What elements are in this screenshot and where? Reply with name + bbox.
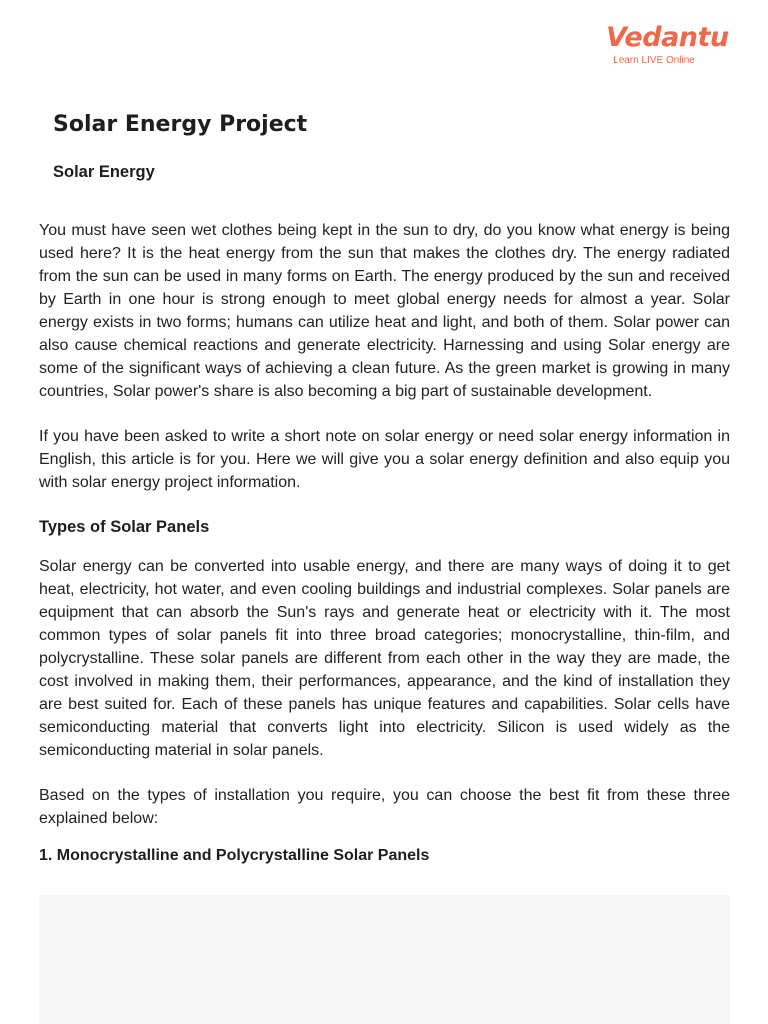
intro-paragraph: You must have seen wet clothes being kept in the sun to dry, do you know what energy is being used here? It is the heat energy from the sun that makes the clothes dry. The energy radiated from the sun can be used in many forms on Earth. The energy produced by the sun and received by Earth in one hour is strong enough to meet global energy needs for almost a year. Solar energy exists in two forms; humans can utilize heat and light, and both of them. Solar power can also cause chemical reactions and generate electricity. Harnessing and using Solar energy are some of the significant ways of achieving a clean future. As the green market is growing in many countries, Solar power's share is also becoming a big part of sustainable development. [39,222,730,400]
panel-image-area [39,895,730,1024]
article-body [39,219,730,867]
purpose-paragraph: If you have been asked to write a short note on solar energy or need solar energy information in English, this article is for you. Here we will give you a solar energy definition and also equip you with solar energy project information. [39,428,730,491]
logo-wordmark: Vedantu [606,22,729,53]
page-subtitle: Solar Energy [53,163,155,181]
vedantu-logo [606,22,729,67]
logo-tagline: Learn LIVE Online [613,55,695,66]
mono-poly-heading: 1. Monocrystalline and Polycrystalline Solar Panels [39,847,430,864]
types-heading: Types of Solar Panels [39,518,210,536]
installation-paragraph: Based on the types of installation you require, you can choose the best fit from these three explained below: [39,787,730,827]
page-title: Solar Energy Project [53,112,308,137]
types-paragraph: Solar energy can be converted into usable energy, and there are many ways of doing it to get heat, electricity, hot water, and even cooling buildings and industrial complexes. Solar panels are equipment that can absorb the Sun's rays and generate heat or electricity with it. The most common types of solar panels fit into three broad categories; monocrystalline, thin-film, and polycrystalline. These solar panels are different from each other in the way they are made, the cost involved in making them, their performances, appearance, and the kind of installation they are best suited for. Each of these panels has unique features and capabilities. Solar cells have semiconducting material that converts light into electricity. Silicon is used widely as the semiconducting material in solar panels. [39,558,730,759]
